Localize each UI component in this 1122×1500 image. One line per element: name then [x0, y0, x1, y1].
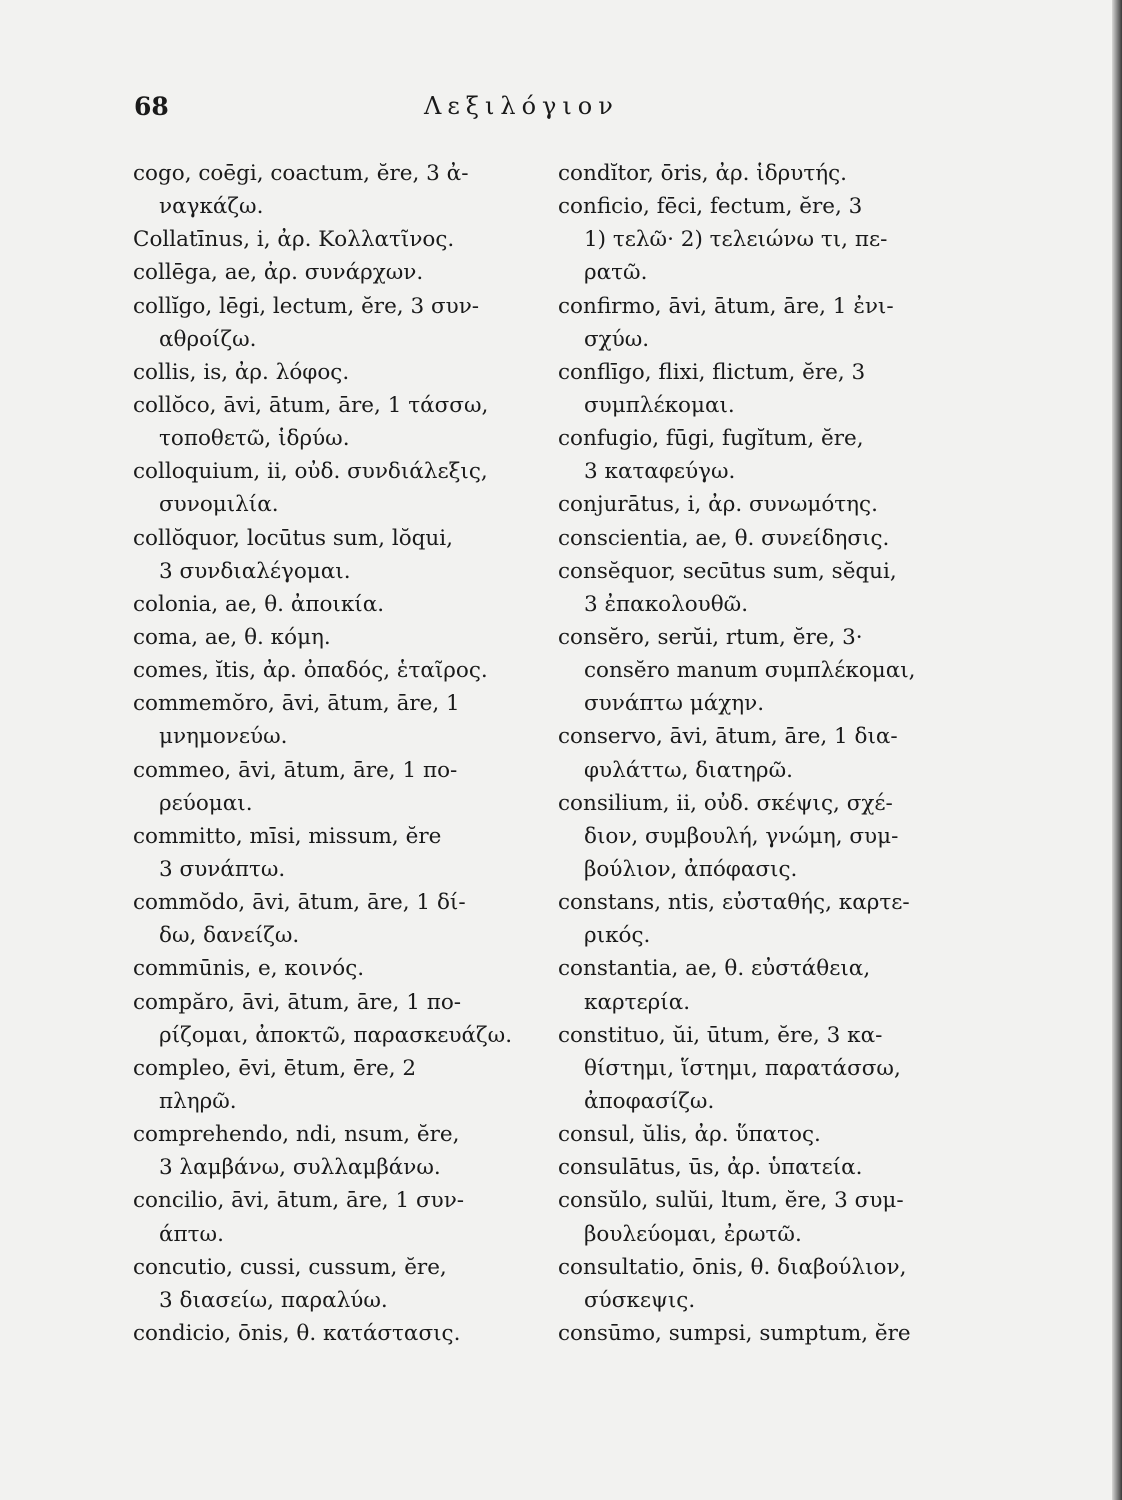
page-edge-shadow	[1112, 0, 1122, 1500]
entry-continuation: 3 ἐπακολουθῶ.	[584, 591, 749, 617]
entry-continuation: βουλεύομαι, ἐρωτῶ.	[584, 1221, 802, 1247]
page-number: 68	[134, 92, 169, 121]
entry-line: conservo, āvi, ātum, āre, 1 δια-	[558, 724, 898, 750]
entry-line: conflīgo, flixi, flictum, ĕre, 3	[558, 359, 866, 385]
entry-line: compleo, ēvi, ētum, ēre, 2	[133, 1055, 417, 1081]
entry-line: confirmo, āvi, ātum, āre, 1 ἐνι-	[558, 293, 894, 319]
entry-continuation: θίστημι, ἵστημι, παρατάσσω,	[584, 1055, 901, 1081]
right-column	[558, 157, 998, 1350]
entry-line: coma, ae, θ. κόμη.	[133, 624, 331, 650]
entry-line: collēga, ae, ἀρ. συνάρχων.	[133, 260, 424, 286]
entry-line: cogo, coēgi, coactum, ĕre, 3 ἀ-	[133, 161, 469, 186]
entry-continuation: πληρῶ.	[159, 1088, 237, 1114]
entry-continuation: συμπλέκομαι.	[584, 392, 735, 418]
entry-line: conficio, fēci, fectum, ĕre, 3	[558, 194, 863, 220]
entry-line: commeo, āvi, ātum, āre, 1 πο-	[133, 757, 458, 783]
entry-continuation: μνημονεύω.	[159, 724, 288, 750]
entry-continuation: 1) τελῶ· 2) τελειώνω τι, πε-	[584, 227, 888, 253]
entry-line: collĭgo, lēgi, lectum, ĕre, 3 συν-	[133, 293, 480, 319]
entry-line: condicio, ōnis, θ. κατάστασις.	[133, 1320, 461, 1346]
entry-continuation: βούλιον, ἀπόφασις.	[584, 856, 798, 882]
entry-line: constantia, ae, θ. εὐστάθεια,	[558, 956, 871, 982]
entry-continuation: αθροίζω.	[159, 326, 257, 352]
entry-line: comes, ĭtis, ἀρ. ὀπαδός, ἑταῖρος.	[133, 658, 488, 684]
entry-line: condĭtor, ōris, ἀρ. ἱδρυτής.	[558, 161, 848, 186]
entry-continuation: τοποθετῶ, ἱδρύω.	[159, 426, 350, 452]
entry-continuation: 3 λαμβάνω, συλλαμβάνω.	[159, 1155, 441, 1181]
entry-continuation: ρατῶ.	[584, 260, 648, 286]
entry-line: consulātus, ūs, ἀρ. ὑπατεία.	[558, 1155, 863, 1181]
entry-continuation: σχύω.	[584, 326, 650, 352]
entry-line: collis, is, ἀρ. λόφος.	[133, 359, 350, 385]
entry-continuation: ἀποφασίζω.	[584, 1088, 715, 1114]
entry-line: colloquium, ii, οὐδ. συνδιάλεξις,	[133, 459, 488, 485]
entry-line: consilium, ii, οὐδ. σκέψις, σχέ-	[558, 790, 893, 816]
entry-continuation: ρικός.	[584, 923, 651, 949]
entry-continuation: 3 διασείω, παραλύω.	[159, 1287, 388, 1313]
entry-line: consĕquor, secūtus sum, sĕqui,	[558, 558, 897, 584]
entry-line: consultatio, ōnis, θ. διαβούλιον,	[558, 1254, 907, 1280]
entry-line: concutio, cussi, cussum, ĕre,	[133, 1254, 447, 1280]
entry-line: consŭlo, sulŭi, ltum, ĕre, 3 συμ-	[558, 1188, 904, 1214]
left-column	[133, 157, 573, 1350]
entry-continuation: φυλάττω, διατηρῶ.	[584, 757, 793, 783]
entry-continuation: σύσκεψις.	[584, 1287, 696, 1313]
entry-line: collŏquor, locūtus sum, lŏqui,	[133, 525, 453, 551]
entry-continuation: δω, δανείζω.	[159, 923, 300, 949]
entry-continuation: άπτω.	[159, 1221, 224, 1247]
entry-continuation: καρτερία.	[584, 989, 691, 1015]
entry-line: committo, mīsi, missum, ĕre	[133, 823, 442, 849]
entry-continuation: ρεύομαι.	[159, 790, 253, 816]
entry-line: consĕro, serŭi, rtum, ĕre, 3·	[558, 624, 863, 650]
entry-continuation: 3 καταφεύγω.	[584, 459, 736, 485]
entry-continuation: συνομιλία.	[159, 492, 279, 518]
entry-continuation: consĕro manum συμπλέκομαι,	[584, 658, 916, 684]
entry-line: concilio, āvi, ātum, āre, 1 συν-	[133, 1188, 465, 1214]
entry-line: constans, ntis, εὐσταθής, καρτε-	[558, 890, 910, 916]
entry-continuation: ρίζομαι, ἀποκτῶ, παρασκευάζω.	[159, 1022, 513, 1048]
page-header	[134, 92, 994, 132]
entry-line: consul, ŭlis, ἀρ. ὕπατος.	[558, 1122, 821, 1148]
entry-continuation: ναγκάζω.	[159, 194, 264, 220]
entry-line: confugio, fūgi, fugĭtum, ĕre,	[558, 426, 864, 452]
entry-line: consūmo, sumpsi, sumptum, ĕre	[558, 1320, 911, 1346]
entry-line: conscientia, ae, θ. συνείδησις.	[558, 525, 890, 551]
entry-continuation: 3 συνδιαλέγομαι.	[159, 558, 351, 584]
entry-continuation: 3 συνάπτω.	[159, 856, 286, 882]
entry-line: collŏco, āvi, ātum, āre, 1 τάσσω,	[133, 392, 489, 418]
entry-line: constituo, ŭi, ūtum, ĕre, 3 κα-	[558, 1022, 883, 1048]
entry-line: conjurātus, i, ἀρ. συνωμότης.	[558, 492, 878, 518]
entry-line: Collatīnus, i, ἀρ. Κολλατῖνος.	[133, 227, 455, 253]
entry-continuation: συνάπτω μάχην.	[584, 691, 765, 717]
entry-line: commemŏro, āvi, ātum, āre, 1	[133, 691, 460, 717]
entry-line: colonia, ae, θ. ἀποικία.	[133, 591, 385, 617]
entry-line: compăro, āvi, ātum, āre, 1 πο-	[133, 989, 462, 1015]
entry-line: commūnis, e, κοινός.	[133, 956, 365, 982]
entry-line: comprehendo, ndi, nsum, ĕre,	[133, 1122, 460, 1148]
entry-line: commŏdo, āvi, ātum, āre, 1 δί-	[133, 890, 466, 916]
entry-continuation: διον, συμβουλή, γνώμη, συμ-	[584, 823, 899, 849]
running-title: Λεξιλόγιον	[424, 92, 619, 120]
